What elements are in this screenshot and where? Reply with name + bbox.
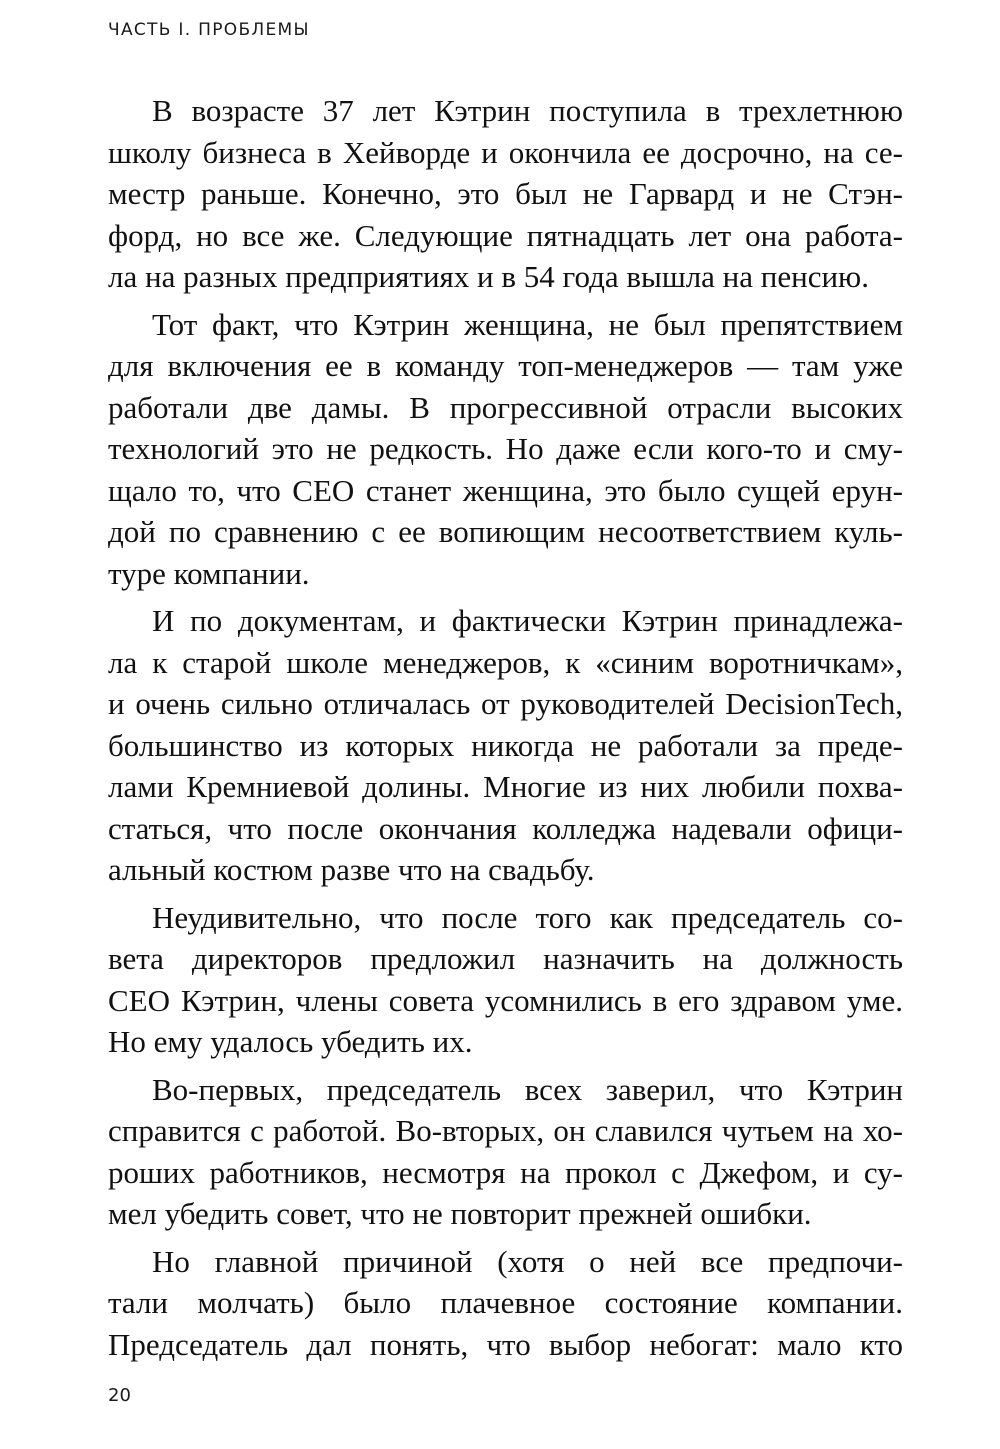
paragraph: [108, 304, 903, 595]
text-line: форд, но все же. Следующие пятнадцать лет она работа-: [108, 217, 903, 253]
text-line: для включения ее в команду топ-менеджеров — там уже: [108, 348, 903, 383]
text-line: Но главной причиной (хотя о ней все предпочи-: [152, 1243, 903, 1279]
text-line: лами Кремниевой долины. Многие из них любили похва-: [108, 769, 903, 804]
text-line: CEO Кэтрин, члены совета усомнились в его здравом уме.: [108, 982, 903, 1018]
text-line: роших работников, несмотря на прокол с Джефом, и су-: [108, 1154, 903, 1190]
text-line: работали две дамы. В прогрессивной отрасли высоких: [108, 389, 903, 425]
text-line: справится с работой. Во-вторых, он славился чутьем на хо-: [108, 1113, 903, 1148]
text-line: В возрасте 37 лет Кэтрин поступила в трехлетнюю: [152, 93, 903, 128]
text-line: статься, что после окончания колледжа надевали офици-: [108, 810, 903, 846]
paragraph: [108, 600, 903, 891]
text-line: дой по сравнению с ее вопиющим несоответствием куль-: [108, 514, 903, 549]
paragraph: [108, 90, 903, 298]
text-line: школу бизнеса в Хейворде и окончила ее досрочно, на се-: [108, 134, 903, 170]
text-line: большинство из которых никогда не работали за преде-: [108, 727, 903, 763]
text-line: Председатель дал понять, что выбор небогат: мало кто: [108, 1326, 903, 1362]
text-line: туре компании.: [108, 555, 310, 591]
text-line: Во-первых, председатель всех заверил, что Кэтрин: [152, 1071, 903, 1107]
text-line: щало то, что CEO станет женщина, это было сущей ерун-: [108, 472, 903, 508]
body-text: [108, 90, 903, 1371]
text-line: технологий это не редкость. Но даже если кого-то и сму-: [108, 431, 903, 466]
text-line: Но ему удалось убедить их.: [108, 1024, 473, 1059]
running-head: ЧАСТЬ I. ПРОБЛЕМЫ: [108, 20, 310, 40]
text-line: тали молчать) было плачевное состояние компании.: [108, 1285, 903, 1320]
text-line: И по документам, и фактически Кэтрин принадлежа-: [152, 603, 903, 638]
paragraph: [108, 1241, 903, 1366]
paragraph: [108, 897, 903, 1063]
text-line: вета директоров предложил назначить на должность: [108, 941, 903, 976]
text-line: Тот факт, что Кэтрин женщина, не был препятствием: [152, 306, 903, 342]
text-line: ла на разных предприятиях и в 54 года вышла на пенсию.: [108, 259, 869, 294]
page-number: 20: [108, 1385, 131, 1406]
text-line: мел убедить совет, что не повторит прежней ошибки.: [108, 1196, 812, 1231]
text-line: Неудивительно, что после того как председатель со-: [152, 899, 903, 935]
paragraph: [108, 1069, 903, 1235]
text-line: ла к старой школе менеджеров, к «синим воротничкам»,: [108, 644, 903, 680]
text-line: альный костюм разве что на свадьбу.: [108, 852, 595, 887]
text-line: местр раньше. Конечно, это был не Гарвард и не Стэн-: [108, 176, 903, 211]
text-line: и очень сильно отличалась от руководителей DecisionTech,: [108, 686, 903, 721]
